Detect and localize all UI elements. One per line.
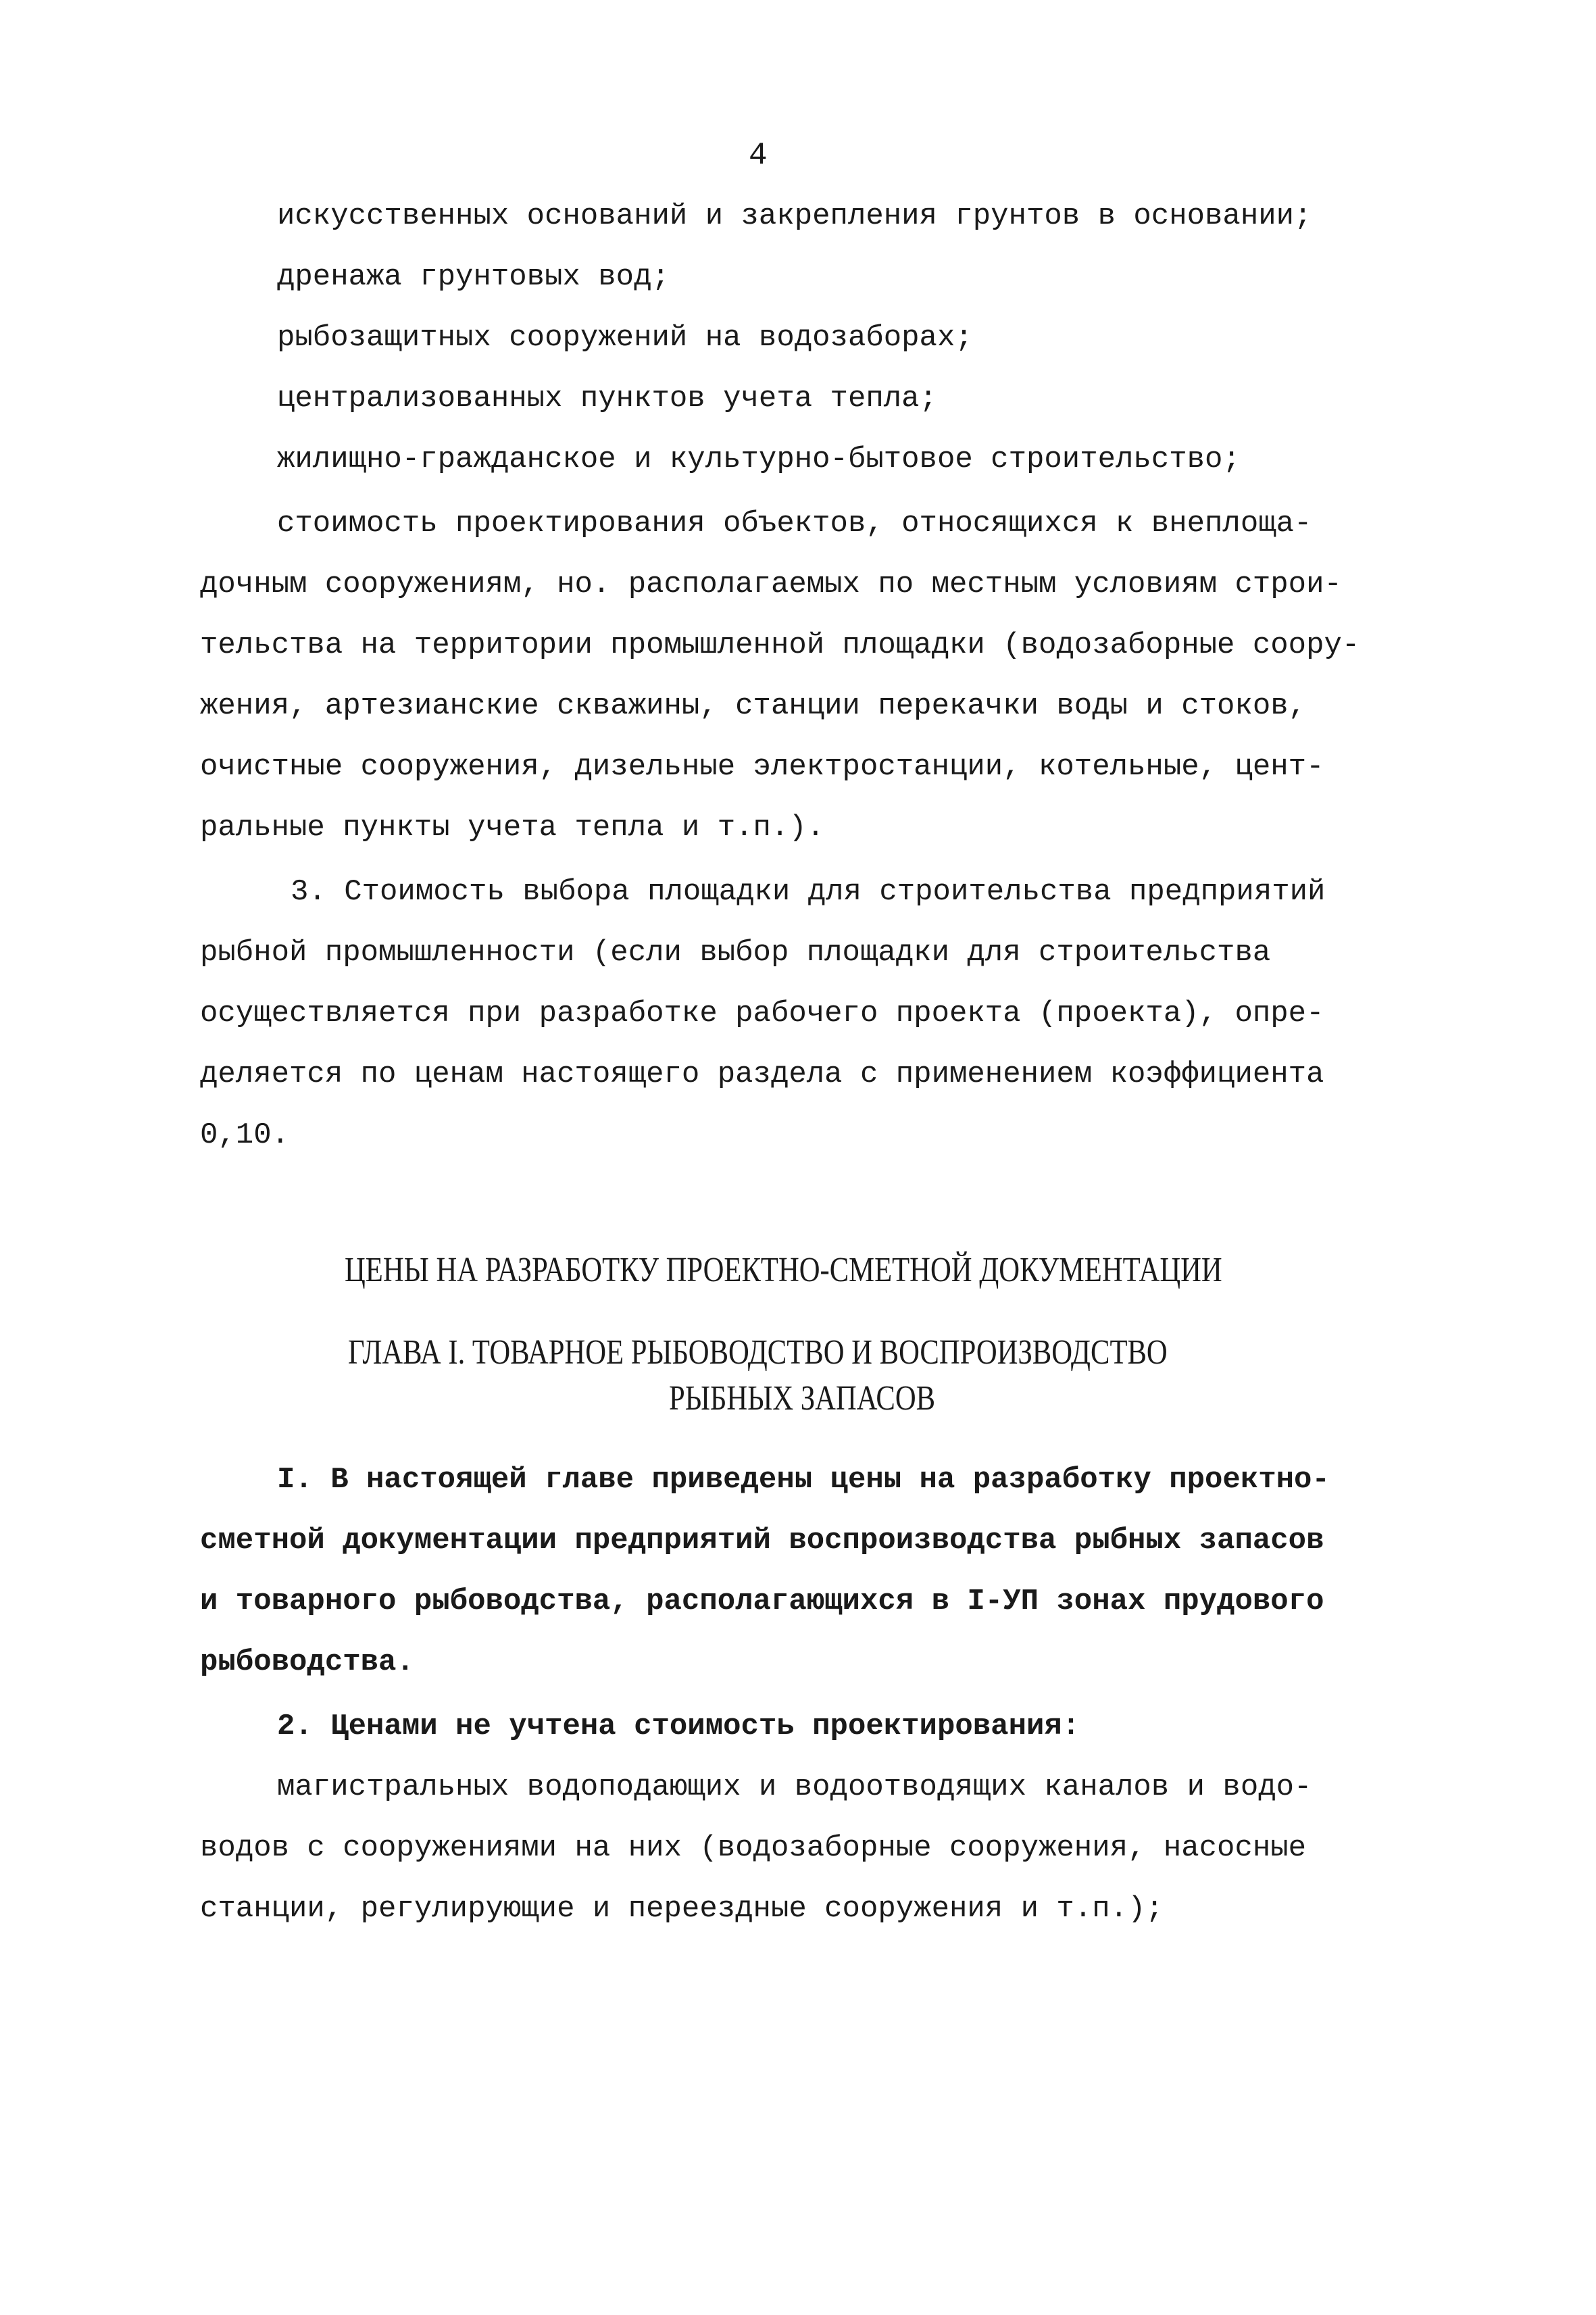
paragraph-line: сметной документации предприятий воспроизводства рыбных запасов [200, 1524, 1324, 1558]
paragraph-line: 0,10. [200, 1118, 290, 1152]
intro-list-item: жилищно-гражданское и культурно-бытовое строительство; [277, 443, 1241, 476]
paragraph-line: дочным сооружениям, но. располагаемых по местным условиям строи- [200, 568, 1342, 601]
page-number: 4 [749, 138, 768, 173]
section-title: ЦЕНЫ НА РАЗРАБОТКУ ПРОЕКТНО-СМЕТНОЙ ДОКУМЕНТАЦИИ [345, 1251, 1222, 1289]
paragraph-line: 2. Ценами не учтена стоимость проектирования: [277, 1710, 1080, 1743]
intro-list-item: рыбозащитных сооружений на водозаборах; [277, 321, 973, 355]
chapter-title-continued: РЫБНЫХ ЗАПАСОВ [669, 1379, 936, 1418]
paragraph-line: 3. Стоимость выбора площадки для строительства предприятий [291, 875, 1326, 909]
paragraph-line: I. В настоящей главе приведены цены на разработку проектно- [277, 1463, 1330, 1497]
paragraph-line: деляется по ценам настоящего раздела с применением коэффициента [200, 1057, 1324, 1091]
paragraph-line: рыбоводства. [200, 1645, 414, 1679]
paragraph-line: ральные пункты учета тепла и т.п.). [200, 811, 825, 845]
intro-list-item: централизованных пунктов учета тепла; [277, 382, 937, 416]
paragraph-line: стоимость проектирования объектов, относящихся к внеплоща- [277, 507, 1312, 541]
paragraph-line: осуществляется при разработке рабочего проекта (проекта), опре- [200, 997, 1324, 1030]
paragraph-line: очистные сооружения, дизельные электростанции, котельные, цент- [200, 750, 1324, 784]
chapter-title: ГЛАВА I. ТОВАРНОЕ РЫБОВОДСТВО И ВОСПРОИЗВОДСТВО [348, 1333, 1168, 1372]
paragraph-line: тельства на территории промышленной площадки (водозаборные соору- [200, 628, 1360, 662]
paragraph-line: рыбной промышленности (если выбор площадки для строительства [200, 936, 1271, 970]
paragraph-line: жения, артезианские скважины, станции перекачки воды и стоков, [200, 689, 1307, 723]
paragraph-line: и товарного рыбоводства, располагающихся в I-УП зонах прудового [200, 1585, 1324, 1618]
paragraph-line: водов с сооружениями на них (водозаборные сооружения, насосные [200, 1831, 1307, 1865]
paragraph-line: станции, регулирующие и переездные сооружения и т.п.); [200, 1892, 1164, 1926]
paragraph-line: магистральных водоподающих и водоотводящих каналов и водо- [277, 1770, 1312, 1804]
intro-list-item: искусственных оснований и закрепления грунтов в основании; [277, 199, 1312, 233]
intro-list-item: дренажа грунтовых вод; [277, 260, 670, 294]
